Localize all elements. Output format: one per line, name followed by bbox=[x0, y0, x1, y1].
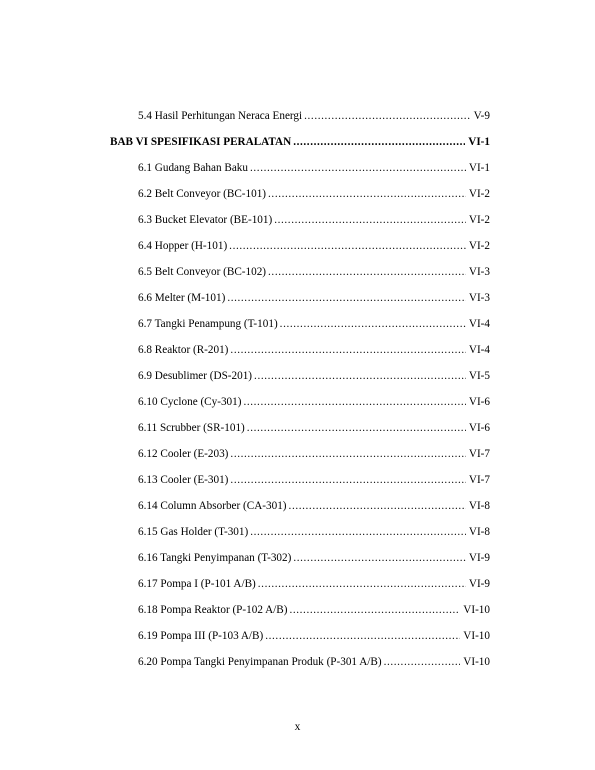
toc-entry bbox=[138, 289, 490, 305]
toc-entry-label: 6.14 Column Absorber (CA-301) bbox=[138, 500, 287, 512]
toc-entry bbox=[138, 237, 490, 253]
toc-entry-page: VI-4 bbox=[468, 344, 490, 356]
dot-leader bbox=[230, 447, 465, 461]
toc-entry-label: 6.19 Pompa III (P-103 A/B) bbox=[138, 630, 264, 642]
toc-entry bbox=[138, 523, 490, 539]
toc-entry-label: 6.18 Pompa Reaktor (P-102 A/B) bbox=[138, 604, 288, 616]
toc-entry-page: VI-10 bbox=[463, 656, 490, 668]
toc-entry-page: VI-6 bbox=[468, 396, 490, 408]
toc-entry bbox=[138, 627, 490, 643]
dot-leader bbox=[230, 343, 465, 357]
toc-chapter-entry bbox=[110, 133, 490, 149]
dot-leader bbox=[268, 187, 466, 201]
toc-entry-page: VI-5 bbox=[468, 370, 490, 382]
toc-entry-page: VI-2 bbox=[468, 214, 490, 226]
toc-entry-page: VI-4 bbox=[468, 318, 490, 330]
toc-entry-label: 6.15 Gas Holder (T-301) bbox=[138, 526, 249, 538]
toc-entry bbox=[138, 653, 490, 669]
toc-entry bbox=[138, 393, 490, 409]
toc-entry-page: VI-7 bbox=[468, 448, 490, 460]
dot-leader bbox=[289, 499, 466, 513]
dot-leader bbox=[280, 317, 466, 331]
toc-entry-label: 5.4 Hasil Perhitungan Neraca Energi bbox=[138, 110, 303, 122]
toc-entry bbox=[138, 341, 490, 357]
dot-leader bbox=[258, 577, 466, 591]
toc-entry-label: 6.13 Cooler (E-301) bbox=[138, 474, 229, 486]
toc-entry bbox=[138, 471, 490, 487]
dot-leader bbox=[274, 213, 466, 227]
dot-leader bbox=[293, 135, 465, 149]
toc-entry-label: 6.6 Melter (M-101) bbox=[138, 292, 226, 304]
toc-entry-page: VI-8 bbox=[468, 500, 490, 512]
dot-leader bbox=[289, 603, 460, 617]
toc-entry bbox=[138, 185, 490, 201]
toc-entry-label: 6.4 Hopper (H-101) bbox=[138, 240, 228, 252]
dot-leader bbox=[247, 421, 466, 435]
toc-entry-page: VI-3 bbox=[468, 292, 490, 304]
toc-entry-label: 6.7 Tangki Penampung (T-101) bbox=[138, 318, 278, 330]
dot-leader bbox=[229, 239, 466, 253]
dot-leader bbox=[250, 525, 466, 539]
dot-leader bbox=[227, 291, 466, 305]
toc-entry bbox=[138, 107, 490, 123]
toc-chapter-label: BAB VI SPESIFIKASI PERALATAN bbox=[110, 136, 292, 148]
toc-entry bbox=[138, 211, 490, 227]
toc-entry bbox=[138, 367, 490, 383]
dot-leader bbox=[250, 161, 466, 175]
dot-leader bbox=[304, 109, 470, 123]
toc-entry-page: VI-1 bbox=[468, 162, 490, 174]
toc-chapter-page: VI-1 bbox=[468, 136, 490, 148]
toc-entry-page: VI-6 bbox=[468, 422, 490, 434]
dot-leader bbox=[384, 655, 461, 669]
toc-entry bbox=[138, 315, 490, 331]
toc-entry-label: 6.2 Belt Conveyor (BC-101) bbox=[138, 188, 267, 200]
toc-entry-page: VI-9 bbox=[468, 578, 490, 590]
toc-entry-page: VI-3 bbox=[468, 266, 490, 278]
toc-entry bbox=[138, 419, 490, 435]
dot-leader bbox=[230, 473, 465, 487]
dot-leader bbox=[268, 265, 466, 279]
toc-entry-label: 6.20 Pompa Tangki Penyimpanan Produk (P-301 A/B) bbox=[138, 656, 382, 668]
toc-entry-page: VI-7 bbox=[468, 474, 490, 486]
toc-entry-page: V-9 bbox=[473, 110, 490, 122]
toc-entry-page: VI-8 bbox=[468, 526, 490, 538]
toc-entry-label: 6.8 Reaktor (R-201) bbox=[138, 344, 229, 356]
toc-entry-page: VI-2 bbox=[468, 188, 490, 200]
toc-entry bbox=[138, 445, 490, 461]
toc-entry-page: VI-2 bbox=[468, 240, 490, 252]
toc-entry-page: VI-10 bbox=[463, 604, 490, 616]
toc-entry-label: 6.1 Gudang Bahan Baku bbox=[138, 162, 248, 174]
toc-entry-page: VI-9 bbox=[468, 552, 490, 564]
toc-entry-label: 6.5 Belt Conveyor (BC-102) bbox=[138, 266, 267, 278]
toc-entry-label: 6.9 Desublimer (DS-201) bbox=[138, 370, 253, 382]
toc-entry bbox=[138, 263, 490, 279]
toc-entry bbox=[138, 575, 490, 591]
page-number: x bbox=[294, 721, 301, 733]
toc-entry bbox=[138, 497, 490, 513]
dot-leader bbox=[243, 395, 465, 409]
toc-entry-label: 6.12 Cooler (E-203) bbox=[138, 448, 229, 460]
toc-entry-label: 6.17 Pompa I (P-101 A/B) bbox=[138, 578, 256, 590]
dot-leader bbox=[265, 629, 460, 643]
toc-entry bbox=[138, 549, 490, 565]
dot-leader bbox=[293, 551, 466, 565]
dot-leader bbox=[254, 369, 466, 383]
toc-entry-label: 6.16 Tangki Penyimpanan (T-302) bbox=[138, 552, 292, 564]
toc-entry-label: 6.10 Cyclone (Cy-301) bbox=[138, 396, 242, 408]
toc-entry-label: 6.11 Scrubber (SR-101) bbox=[138, 422, 245, 434]
toc-entry bbox=[138, 159, 490, 175]
toc-entry bbox=[138, 601, 490, 617]
toc-entry-page: VI-10 bbox=[463, 630, 490, 642]
toc-entry-label: 6.3 Bucket Elevator (BE-101) bbox=[138, 214, 273, 226]
